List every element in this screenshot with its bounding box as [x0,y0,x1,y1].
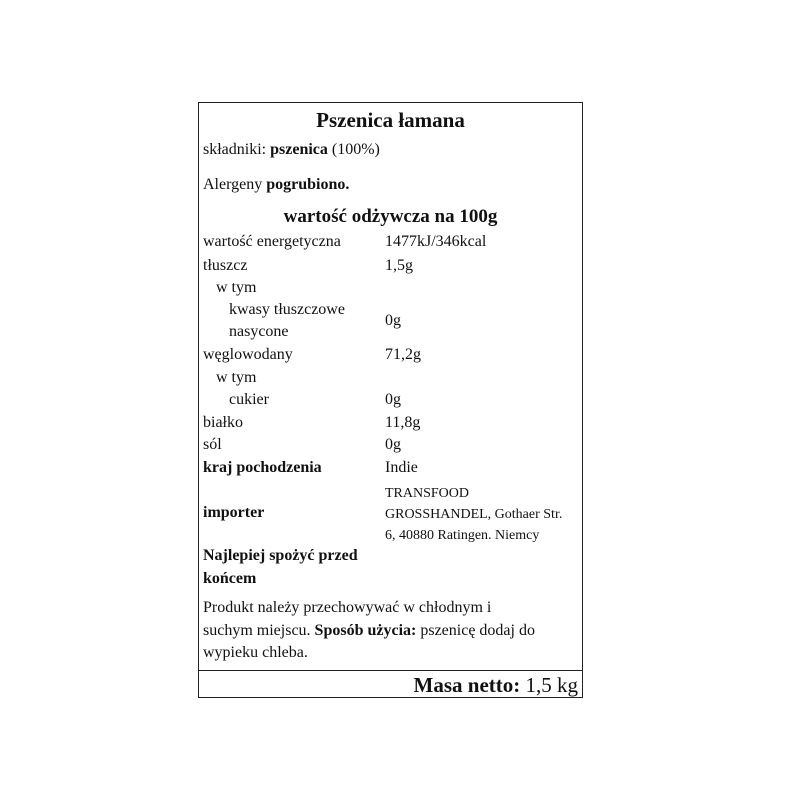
best-before-line-1: Najlepiej spożyć przed [203,547,358,564]
fat-label: tłuszcz [203,257,248,274]
carbs-label: węglowodany [203,346,293,363]
sugar-label: cukier [229,391,269,408]
ingredients-percent: (100%) [331,141,380,158]
importer-label: importer [203,504,265,521]
protein-value: 11,8g [385,414,421,431]
usage-label: Sposób użycia: [314,622,417,639]
salt-value: 0g [385,436,401,453]
allergens-line [203,175,349,195]
sugar-value: 0g [385,391,401,408]
origin-value: Indie [385,459,418,476]
storage-line-3: wypieku chleba. [203,644,308,661]
net-weight-label: Masa netto: [413,673,521,697]
carbs-value: 71,2g [385,346,421,363]
product-title: Pszenica łamana [316,108,465,132]
fat-value: 1,5g [385,257,413,274]
fat-of-which: w tym [216,279,257,296]
footer-divider [199,670,582,671]
energy-value: 1477kJ/346kcal [385,233,487,250]
storage-text: suchym miejscu. [203,622,311,639]
allergens-label: Alergeny [203,176,263,193]
carbs-of-which: w tym [216,369,257,386]
storage-line-1: Produkt należy przechowywać w chłodnym i [203,599,492,616]
storage-line-2 [203,621,535,641]
ingredients-label: składniki: [203,141,267,158]
saturated-label-2: nasycone [229,323,289,340]
allergens-note: pogrubiono. [266,176,350,193]
importer-line-1: TRANSFOOD [385,486,470,501]
ingredients-line [203,140,380,160]
net-weight-value: 1,5 kg [525,673,578,697]
saturated-label-1: kwasy tłuszczowe [229,301,345,318]
importer-line-3: 6, 40880 Ratingen. Niemcy [385,528,540,543]
energy-label: wartość energetyczna [203,233,341,250]
product-label [198,102,583,698]
protein-label: białko [203,414,243,431]
importer-line-2: GROSSHANDEL, Gothaer Str. [385,507,563,522]
salt-label: sól [203,436,222,453]
net-weight [414,673,578,698]
best-before-line-2: końcem [203,570,257,587]
ingredients-name: pszenica [270,141,328,158]
saturated-value: 0g [385,312,401,329]
nutrition-title: wartość odżywcza na 100g [283,206,498,227]
usage-text: pszenicę dodaj do [420,622,535,639]
origin-label: kraj pochodzenia [203,459,322,476]
